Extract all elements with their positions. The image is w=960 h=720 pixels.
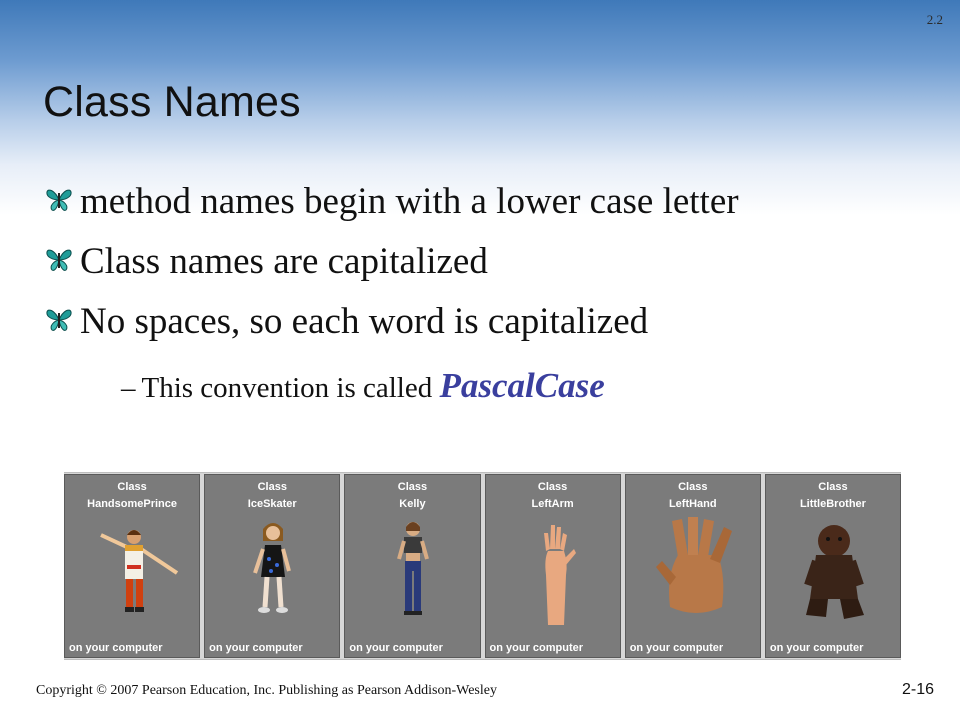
page-number: 2-16 xyxy=(901,681,934,698)
class-tile-littlebrother[interactable] xyxy=(765,474,901,658)
tile-location: on your computer xyxy=(489,642,584,654)
tile-location: on your computer xyxy=(349,642,443,654)
class-tile-handsomeprince[interactable] xyxy=(64,474,200,658)
kelly-figure-icon xyxy=(345,515,480,635)
class-tile-kelly[interactable] xyxy=(344,474,480,658)
tile-class-label: Class xyxy=(678,481,708,493)
sub-bullet-text: This convention is called xyxy=(141,372,433,404)
tile-class-name: HandsomePrince xyxy=(87,498,178,510)
tile-location: on your computer xyxy=(69,642,163,654)
tile-location: on your computer xyxy=(629,642,724,654)
class-tile-leftarm[interactable] xyxy=(485,474,621,658)
ice-skater-figure-icon xyxy=(205,515,340,635)
tile-class-name: LeftArm xyxy=(531,498,574,510)
tile-class-name: LittleBrother xyxy=(799,498,866,510)
tile-class-label: Class xyxy=(257,481,287,493)
tile-location: on your computer xyxy=(769,642,864,654)
tile-class-name: LeftHand xyxy=(668,498,717,510)
copyright-notice: Copyright © 2007 Pearson Education, Inc. Publishing as Pearson Addison-Wesley xyxy=(36,683,497,698)
tile-class-label: Class xyxy=(537,481,568,493)
bullet-text: Class names are capitalized xyxy=(80,241,488,282)
sub-bullet xyxy=(121,366,605,406)
butterfly-bullet-icon xyxy=(46,248,72,272)
class-tile-lefthand[interactable] xyxy=(625,474,761,658)
bullet-item xyxy=(46,300,648,343)
class-gallery xyxy=(64,472,901,660)
little-brother-figure-icon xyxy=(766,515,901,635)
left-hand-figure-icon xyxy=(626,515,761,635)
prince-figure-icon xyxy=(65,515,200,635)
tile-location: on your computer xyxy=(209,642,303,654)
class-tile-iceskater[interactable] xyxy=(204,474,340,658)
bullet-item xyxy=(46,240,488,283)
butterfly-bullet-icon xyxy=(46,308,72,332)
tile-class-label: Class xyxy=(117,481,147,493)
bullet-item xyxy=(46,180,739,223)
slide-title: Class Names xyxy=(43,78,301,126)
tile-class-name: IceSkater xyxy=(247,498,297,510)
tile-class-label: Class xyxy=(818,481,848,493)
bullet-text: method names begin with a lower case letter xyxy=(80,181,739,222)
butterfly-bullet-icon xyxy=(46,188,72,212)
left-arm-figure-icon xyxy=(486,515,621,635)
pascalcase-highlight: PascalCase xyxy=(439,366,605,405)
sub-bullet-dash: – xyxy=(121,372,136,404)
bullet-text: No spaces, so each word is capitalized xyxy=(80,301,649,342)
tile-class-label: Class xyxy=(397,481,428,493)
slide-section-number: 2.2 xyxy=(926,12,943,27)
tile-class-name: Kelly xyxy=(399,498,426,510)
